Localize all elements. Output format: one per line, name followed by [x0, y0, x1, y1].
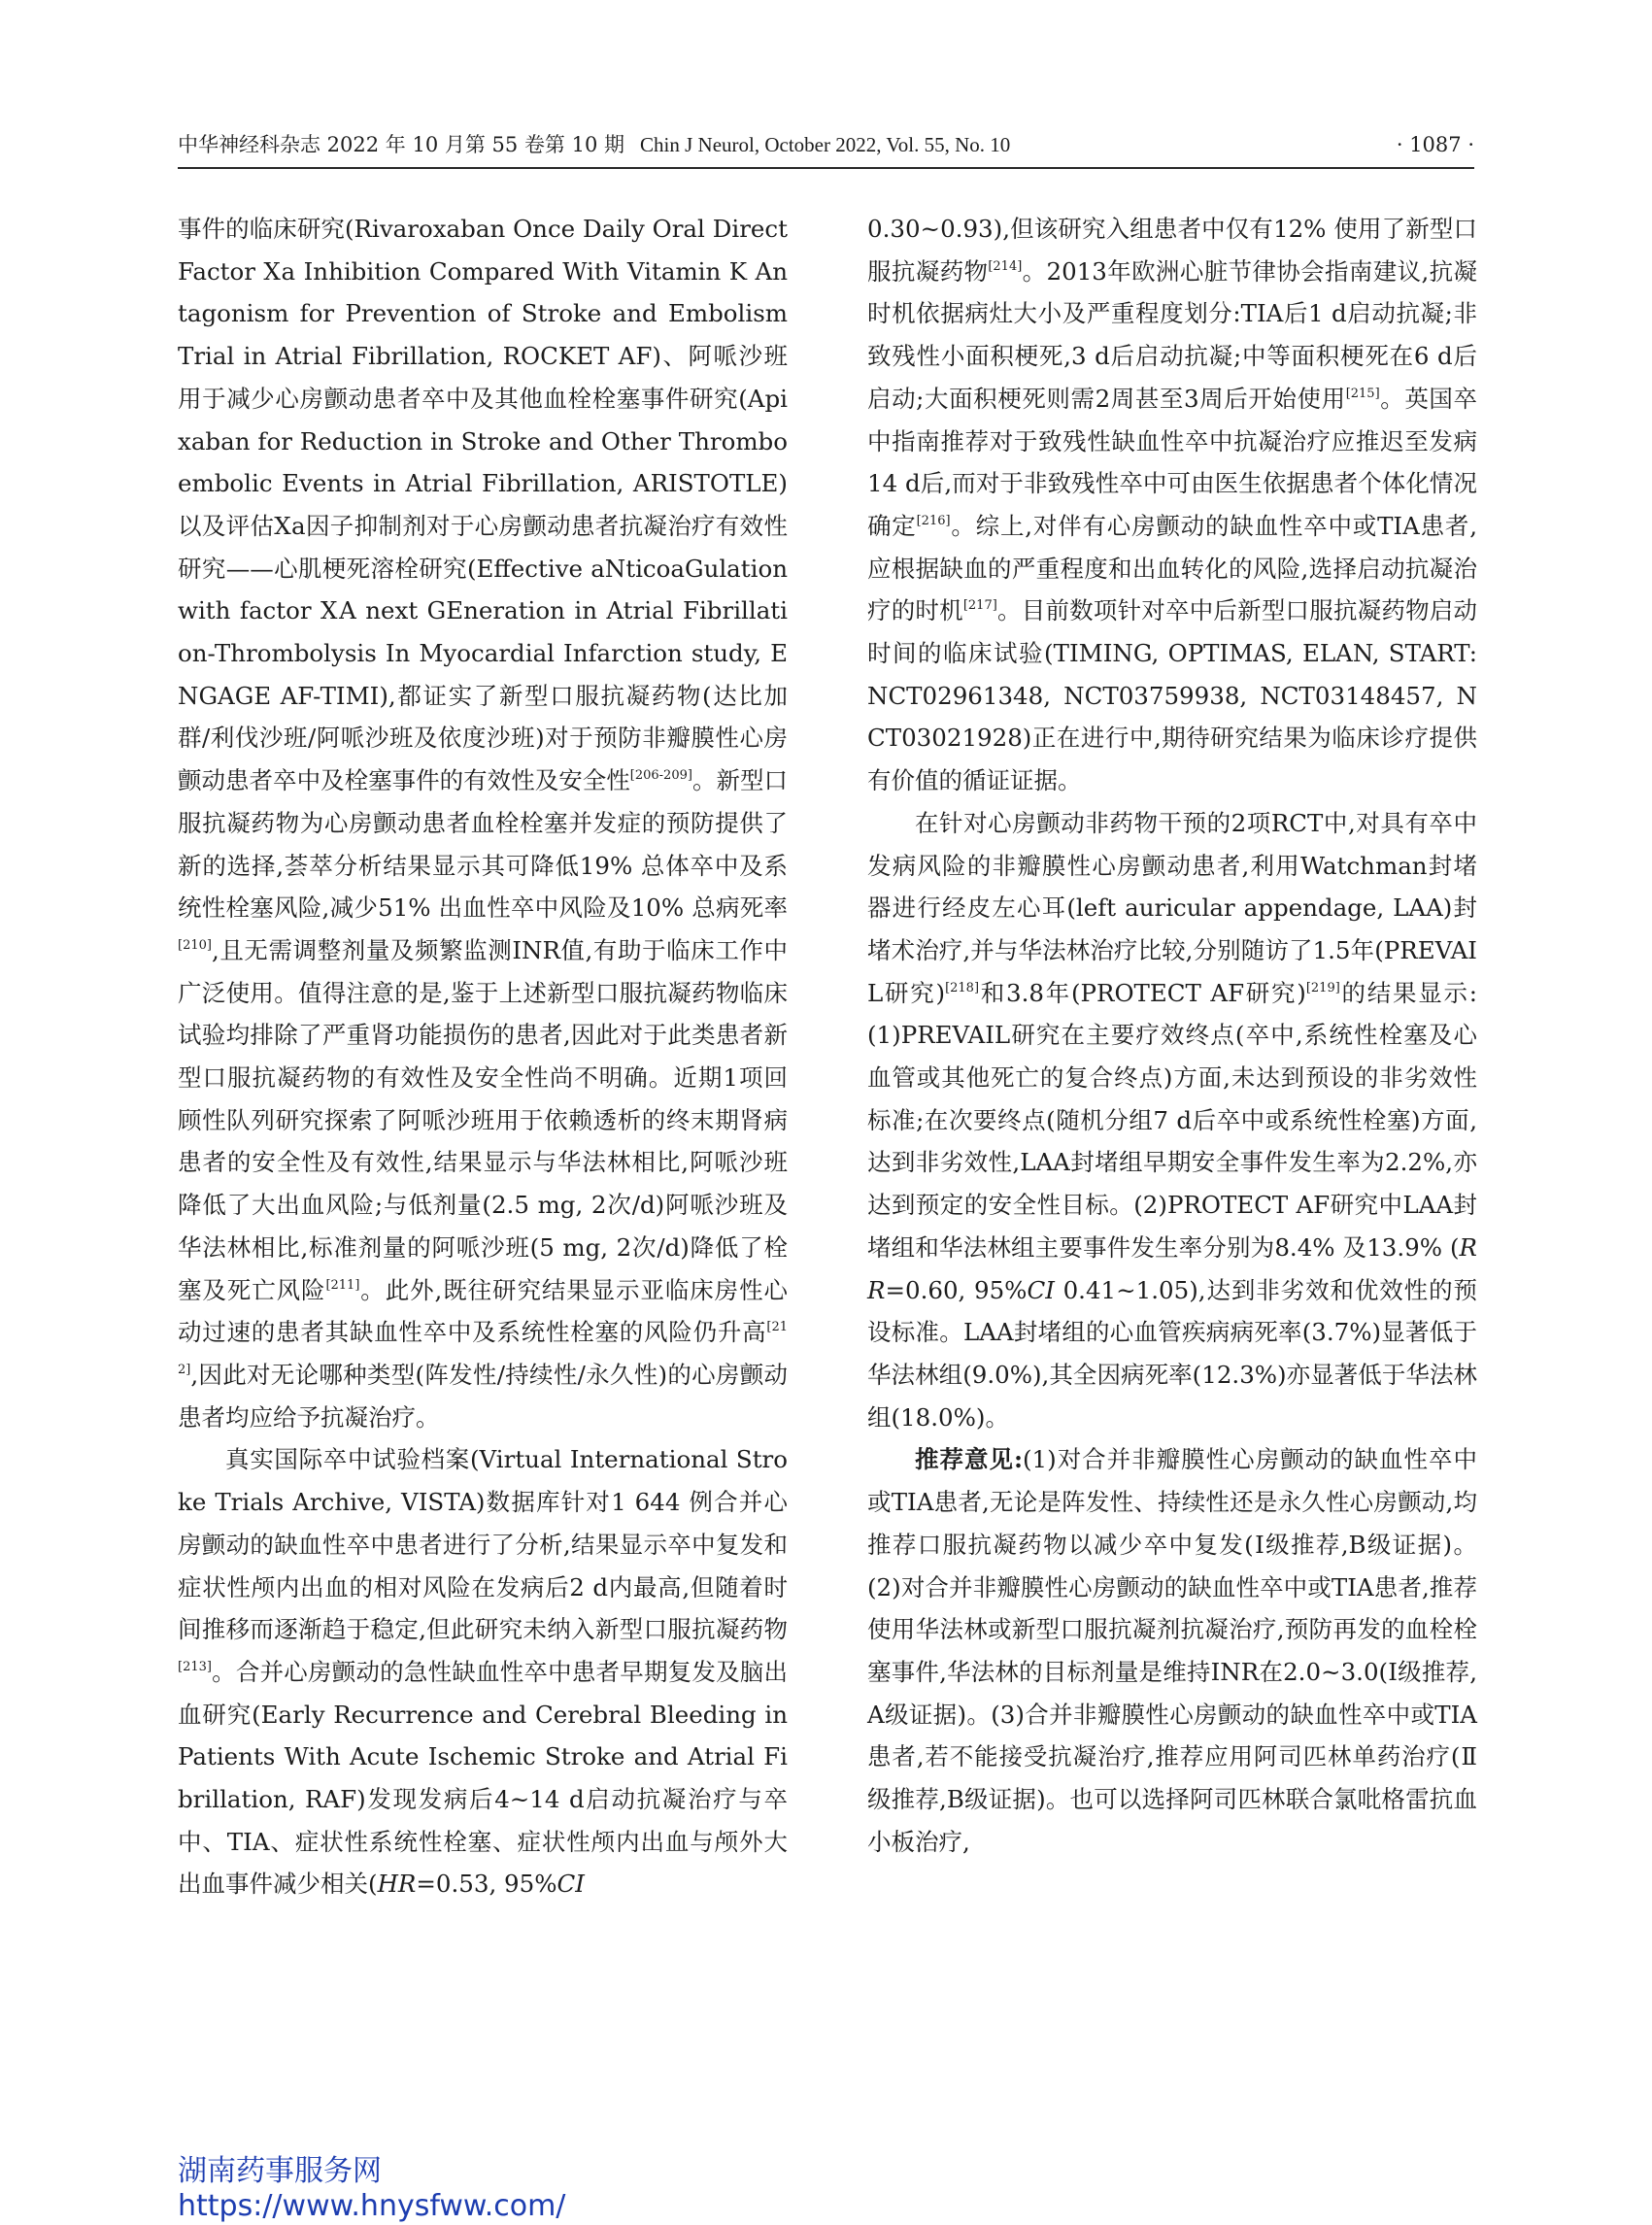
stat-symbol: CI — [1027, 1275, 1055, 1304]
stat-symbol: RR — [867, 1232, 1477, 1304]
text-run: (1)对合并非瓣膜性心房颤动的缺血性卒中或TIA患者,无论是阵发性、持续性还是永久性心房颤动,均推荐口服抗凝药物以减少卒中复发(Ⅰ级推荐,B级证据)。(2)对合并非瓣膜性心房颤动的缺血性卒中或TIA患者,推荐使用华法林或新型口服抗凝剂抗凝治疗,预防再发的血栓栓塞事件,华法林的目标剂量是维持INR在2.0~3.0(Ⅰ级推荐,A级证据)。(3)合并非瓣膜性心房颤动的缺血性卒中或TIA患者,若不能接受抗凝治疗,推荐应用阿司匹林单药治疗(Ⅱ级推荐,B级证据)。也可以选择阿司匹林联合氯吡格雷抗血小板治疗, — [867, 1445, 1478, 1856]
journal-citation — [178, 132, 1010, 157]
citation-ref: [212] — [178, 1320, 788, 1377]
paragraph — [867, 802, 1477, 1439]
text-run: 的结果显示:(1)PREVAIL研究在主要疗效终点(卒中,系统性栓塞及心血管或其他死亡的复合终点)方面,未达到预设的非劣效性标准;在次要终点(随机分组7 d后卒中或系统性栓塞)方面,达到非劣效性,LAA封堵组早期安全事件发生率为2.2%,亦达到预定的安全性目标。(2)PROTECT AF研究中LAA封堵组和华法林组主要事件发生率分别为8.4% 及13.9% ( — [867, 978, 1478, 1262]
text-run: 。英国卒中指南推荐对于致残性缺血性卒中抗凝治疗应推迟至发病14 d后,而对于非致残性卒中可由医生依据患者个体化情况确定 — [867, 384, 1477, 540]
text-run: 。新型口服抗凝药物为心房颤动患者血栓栓塞并发症的预防提供了新的选择,荟萃分析结果显示其可降低19% 总体卒中及系统性栓塞风险,减少51% 出血性卒中风险及10% 总病死率 — [178, 766, 789, 923]
citation-ref: [211] — [325, 1277, 360, 1293]
text-run: ,且无需调整剂量及频繁监测INR值,有助于临床工作中广泛使用。值得注意的是,鉴于上述新型口服抗凝药物临床试验均排除了严重肾功能损伤的患者,因此对于此类患者新型口服抗凝药物的有效性及安全性尚不明确。近期1项回顾性队列研究探索了阿哌沙班用于依赖透析的终末期肾病患者的安全性及有效性,结果显示与华法林相比,阿哌沙班降低了大出血风险;与低剂量(2.5 mg, 2次/d)阿哌沙班及华法林相比,标准剂量的阿哌沙班(5 mg, 2次/d)降低了栓塞及死亡风险 — [178, 935, 788, 1304]
left-column — [178, 208, 788, 1905]
text-run: 真实国际卒中试验档案(Virtual International Stroke Trials Archive, VISTA)数据库针对1 644 例合并心房颤动的缺血性卒中患者进行了分析,结果显示卒中复发和症状性颅内出血的相对风险在发病后2 d内最高,但随着时间推移而逐渐趋于稳定,但此研究未纳入新型口服抗凝药物 — [178, 1445, 788, 1644]
recommendation-paragraph — [867, 1438, 1477, 1863]
text-run: ,因此对无论哪种类型(阵发性/持续性/永久性)的心房颤动患者均应给予抗凝治疗。 — [178, 1360, 788, 1432]
watermark-url[interactable]: https://www.hnysfww.com/ — [178, 2189, 566, 2223]
recommendation-heading: 推荐意见: — [915, 1445, 1023, 1474]
citation-ref: [210] — [178, 937, 212, 953]
stat-symbol: HR — [377, 1870, 417, 1899]
paragraph — [178, 208, 788, 1438]
text-run: 0.30~0.93),但该研究入组患者中仅有12% 使用了新型口服抗凝药物 — [867, 215, 1477, 286]
text-run: 。2013年欧洲心脏节律协会指南建议,抗凝时机依据病灶大小及严重程度划分:TIA后1 d启动抗凝;非致残性小面积梗死,3 d后启动抗凝;中等面积梗死在6 d后启动;大面积梗死则需2周甚至3周后开始使用 — [867, 256, 1478, 413]
citation-ref: [213] — [178, 1659, 212, 1674]
text-run: 0.41~1.05),达到非劣效和优效性的预设标准。LAA封堵组的心血管疾病病死率(3.7%)显著低于华法林组(9.0%),其全因病死率(12.3%)亦显著低于华法林组(18.0%)。 — [867, 1275, 1477, 1432]
text-run: 在针对心房颤动非药物干预的2项RCT中,对具有卒中发病风险的非瓣膜性心房颤动患者,利用Watchman封堵器进行经皮左心耳(left auricular appendage, LAA)封堵术治疗,并与华法林治疗比较,分别随访了1.5年(PREVAIL研究) — [867, 808, 1477, 1007]
text-run: 。目前数项针对卒中后新型口服抗凝药物启动时间的临床试验(TIMING, OPTIMAS, ELAN, START: NCT02961348, NCT03759938, NCT03148457, NCT03021928)正在进行中,期待研究结果为临床诊疗提供有价值的循证证据。 — [867, 596, 1478, 795]
text-run: 。此外,既往研究结果显示亚临床房性心动过速的患者其缺血性卒中及系统性栓塞的风险仍升高 — [178, 1275, 788, 1347]
page-number: · 1087 · — [1396, 133, 1474, 156]
paragraph — [867, 208, 1477, 802]
citation-ref: [219] — [1305, 980, 1340, 995]
header-divider — [178, 167, 1474, 169]
text-run: =0.53, 95% — [416, 1870, 557, 1899]
watermark — [178, 2154, 624, 2224]
citation-ref: [216] — [916, 513, 951, 528]
text-run: 事件的临床研究(Rivaroxaban Once Daily Oral Direct Factor Ⅹa Inhibition Compared With Vitamin K Antagonism for Prevention of Stroke and Embolism Trial in Atrial Fibrillation, ROCKET AF)、阿哌沙班用于减少心房颤动患者卒中及其他血栓栓塞事件研究(Apixaban for Reduction in Stroke and Other Thromboembolic Events in Atrial Fibrillation, ARISTOTLE)以及评估Ⅹa因子抑制剂对于心房颤动患者抗凝治疗有效性研究——心肌梗死溶栓研究(Effective aNticoaGulation with factor ⅩA next GEneration in Atrial Fibrillation-Thrombolysis In Myocardial Infarction study, ENGAGE AF-TIMI),都证实了新型口服抗凝药物(达比加群/利伐沙班/阿哌沙班及依度沙班)对于预防非瓣膜性心房颤动患者卒中及栓塞事件的有效性及安全性 — [178, 215, 788, 795]
watermark-site-name: 湖南药事服务网 — [178, 2154, 382, 2188]
citation-ref: [217] — [962, 598, 997, 614]
citation-ref: [206-209] — [629, 768, 692, 784]
text-run: 。综上,对伴有心房颤动的缺血性卒中或TIA患者,应根据缺血的严重程度和出血转化的风险,选择启动抗凝治疗的时机 — [867, 511, 1477, 625]
running-header — [178, 132, 1474, 157]
journal-name-cn: 中华神经科杂志 2022 年 10 月第 55 卷第 10 期 — [178, 133, 625, 156]
paragraph — [178, 1438, 788, 1905]
journal-name-en: Chin J Neurol, October 2022, Vol. 55, No. 10 — [640, 133, 1011, 156]
citation-ref: [214] — [988, 258, 1023, 274]
text-run: 和3.8年(PROTECT AF研究) — [979, 978, 1306, 1007]
citation-ref: [218] — [945, 980, 980, 995]
citation-ref: [215] — [1345, 386, 1380, 401]
right-column — [867, 208, 1477, 1863]
text-run: =0.60, 95% — [885, 1275, 1028, 1304]
text-run: 。合并心房颤动的急性缺血性卒中患者早期复发及脑出血研究(Early Recurrence and Cerebral Bleeding in Patients With Acute Ischemic Stroke and Atrial Fibrillation, RAF)发现发病后4~14 d启动抗凝治疗与卒中、TIA、症状性系统性栓塞、症状性颅内出血与颅外大出血事件减少相关( — [178, 1657, 788, 1899]
stat-symbol: CI — [556, 1870, 585, 1899]
